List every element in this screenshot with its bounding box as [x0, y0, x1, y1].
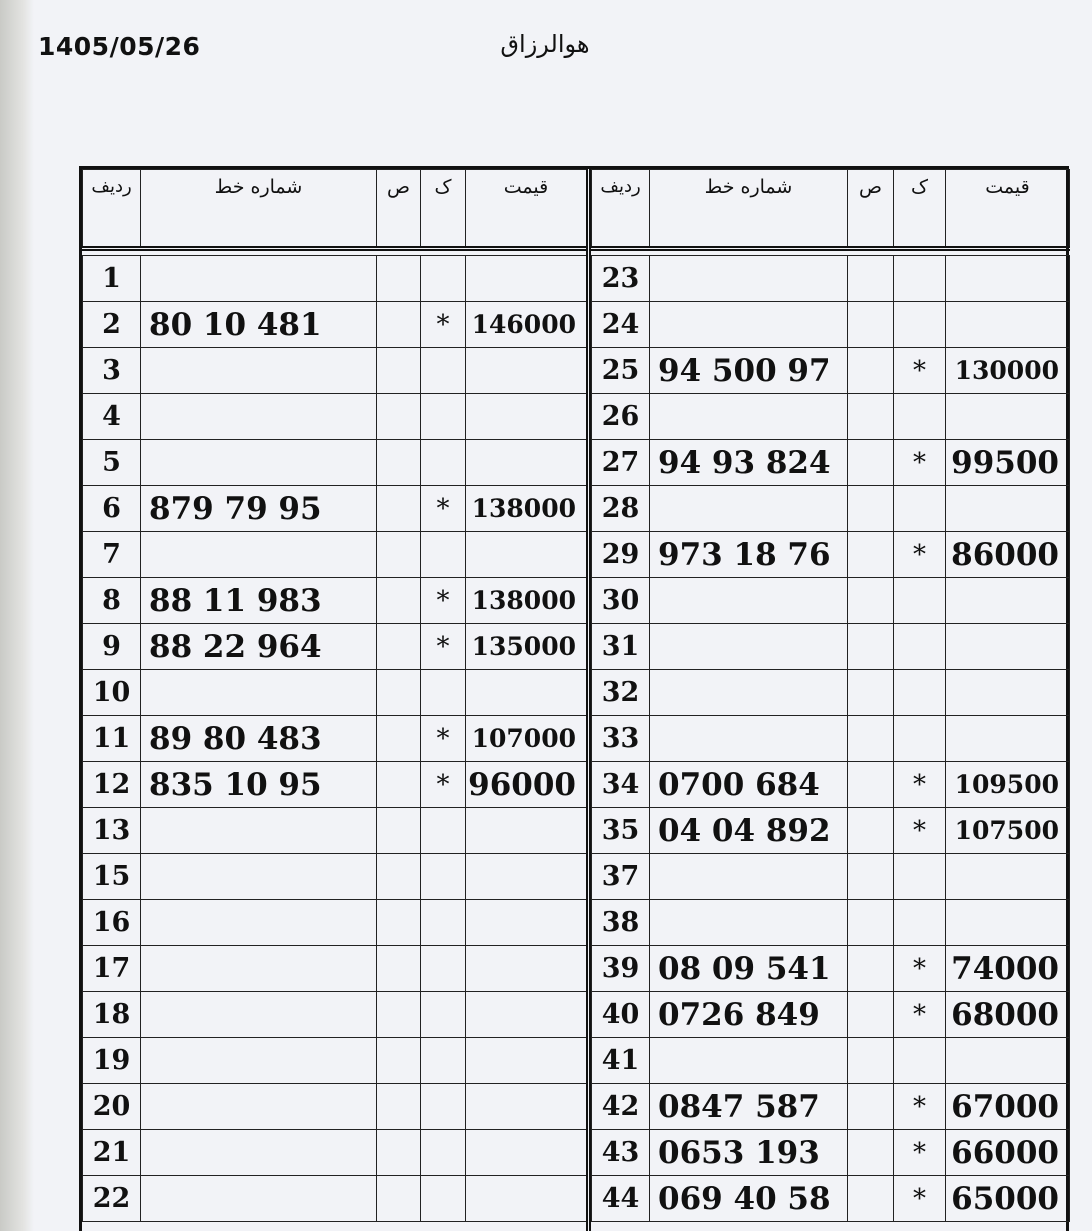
- line-number-cell: [650, 394, 848, 440]
- line-number-cell: 94 93 824: [650, 440, 848, 486]
- line-number-cell: 80 10 481: [141, 302, 377, 348]
- row-number-cell: 32: [592, 670, 650, 716]
- sad-cell: [848, 1038, 894, 1084]
- sad-cell: [848, 992, 894, 1038]
- price-cell: 107500: [946, 808, 1070, 854]
- table-row: [592, 394, 1070, 440]
- kaf-mark-cell: *: [894, 946, 946, 992]
- price-cell: 67000: [946, 1084, 1070, 1130]
- price-cell: 74000: [946, 946, 1070, 992]
- sad-cell: [377, 302, 421, 348]
- sad-cell: [377, 1038, 421, 1084]
- table-row: [592, 486, 1070, 532]
- line-number-cell: [141, 1084, 377, 1130]
- price-cell: [466, 256, 587, 302]
- table-row: [83, 900, 587, 946]
- line-number-cell: [650, 670, 848, 716]
- kaf-mark-cell: [894, 670, 946, 716]
- kaf-mark-cell: [421, 1038, 466, 1084]
- sad-cell: [377, 348, 421, 394]
- sad-cell: [377, 900, 421, 946]
- price-cell: [466, 946, 587, 992]
- left-header-kaf: ک: [421, 170, 466, 249]
- kaf-mark-cell: [894, 256, 946, 302]
- kaf-mark-cell: *: [421, 762, 466, 808]
- line-number-cell: 0653 193: [650, 1130, 848, 1176]
- row-number-cell: 10: [83, 670, 141, 716]
- line-number-cell: [650, 854, 848, 900]
- price-cell: 96000: [466, 762, 587, 808]
- kaf-mark-cell: [421, 854, 466, 900]
- right-header-row: [592, 170, 1070, 249]
- row-number-cell: 21: [83, 1130, 141, 1176]
- price-cell: 146000: [466, 302, 587, 348]
- sad-cell: [848, 808, 894, 854]
- row-number-cell: 41: [592, 1038, 650, 1084]
- kaf-mark-cell: *: [894, 348, 946, 394]
- row-number-cell: 29: [592, 532, 650, 578]
- table-row: [83, 440, 587, 486]
- kaf-mark-cell: *: [421, 624, 466, 670]
- row-number-cell: 43: [592, 1130, 650, 1176]
- price-cell: 138000: [466, 486, 587, 532]
- kaf-mark-cell: *: [421, 302, 466, 348]
- kaf-mark-cell: *: [894, 1130, 946, 1176]
- price-cell: [466, 808, 587, 854]
- price-cell: [946, 624, 1070, 670]
- table-row: [592, 348, 1070, 394]
- table-row: [83, 394, 587, 440]
- sad-cell: [848, 624, 894, 670]
- left-table-body: [83, 249, 587, 1222]
- table-row: [83, 578, 587, 624]
- price-cell: 86000: [946, 532, 1070, 578]
- sad-cell: [377, 716, 421, 762]
- line-number-cell: [650, 256, 848, 302]
- line-number-cell: [141, 1176, 377, 1222]
- table-row: [592, 854, 1070, 900]
- price-cell: [466, 992, 587, 1038]
- sad-cell: [377, 1084, 421, 1130]
- kaf-mark-cell: *: [421, 486, 466, 532]
- price-cell: [946, 256, 1070, 302]
- line-number-cell: 88 22 964: [141, 624, 377, 670]
- table-row: [83, 992, 587, 1038]
- row-number-cell: 30: [592, 578, 650, 624]
- kaf-mark-cell: [894, 394, 946, 440]
- line-number-cell: [650, 486, 848, 532]
- kaf-mark-cell: [421, 1084, 466, 1130]
- price-cell: [946, 578, 1070, 624]
- price-cell: 130000: [946, 348, 1070, 394]
- row-number-cell: 38: [592, 900, 650, 946]
- row-number-cell: 12: [83, 762, 141, 808]
- row-number-cell: 2: [83, 302, 141, 348]
- kaf-mark-cell: [421, 1176, 466, 1222]
- kaf-mark-cell: [421, 992, 466, 1038]
- right-header-row-number: ردیف: [592, 170, 650, 249]
- kaf-mark-cell: [421, 440, 466, 486]
- price-cell: [466, 1130, 587, 1176]
- sad-cell: [377, 762, 421, 808]
- row-number-cell: 11: [83, 716, 141, 762]
- price-cell: 135000: [466, 624, 587, 670]
- kaf-mark-cell: [421, 1130, 466, 1176]
- kaf-mark-cell: [421, 394, 466, 440]
- kaf-mark-cell: *: [894, 532, 946, 578]
- sad-cell: [848, 256, 894, 302]
- price-cell: [466, 348, 587, 394]
- sad-cell: [848, 854, 894, 900]
- line-number-cell: [141, 900, 377, 946]
- row-number-cell: 3: [83, 348, 141, 394]
- row-number-cell: 16: [83, 900, 141, 946]
- table-row: [83, 946, 587, 992]
- row-number-cell: 1: [83, 256, 141, 302]
- sad-cell: [377, 808, 421, 854]
- left-price-table: [82, 169, 587, 1222]
- right-header-line-number: شماره خط: [650, 170, 848, 249]
- kaf-mark-cell: *: [421, 716, 466, 762]
- table-row: [592, 302, 1070, 348]
- price-cell: [946, 302, 1070, 348]
- price-cell: [466, 440, 587, 486]
- line-number-cell: [650, 302, 848, 348]
- row-number-cell: 22: [83, 1176, 141, 1222]
- row-number-cell: 25: [592, 348, 650, 394]
- row-number-cell: 44: [592, 1176, 650, 1222]
- row-number-cell: 15: [83, 854, 141, 900]
- row-number-cell: 4: [83, 394, 141, 440]
- sad-cell: [377, 256, 421, 302]
- line-number-cell: [141, 1038, 377, 1084]
- row-number-cell: 28: [592, 486, 650, 532]
- line-number-cell: [141, 808, 377, 854]
- sad-cell: [848, 348, 894, 394]
- header-separator: [592, 249, 1070, 256]
- line-number-cell: 0726 849: [650, 992, 848, 1038]
- price-cell: 138000: [466, 578, 587, 624]
- line-number-cell: 0700 684: [650, 762, 848, 808]
- price-cell: [466, 1038, 587, 1084]
- line-number-cell: [141, 394, 377, 440]
- kaf-mark-cell: [421, 808, 466, 854]
- price-cell: 68000: [946, 992, 1070, 1038]
- kaf-mark-cell: [894, 578, 946, 624]
- sad-cell: [377, 440, 421, 486]
- line-number-cell: [141, 256, 377, 302]
- row-number-cell: 33: [592, 716, 650, 762]
- table-row: [83, 854, 587, 900]
- price-cell: [466, 1176, 587, 1222]
- price-cell: [466, 670, 587, 716]
- right-header-price: قیمت: [946, 170, 1070, 249]
- table-row: [592, 808, 1070, 854]
- row-number-cell: 6: [83, 486, 141, 532]
- line-number-cell: [141, 1130, 377, 1176]
- kaf-mark-cell: *: [894, 808, 946, 854]
- table-row: [83, 302, 587, 348]
- price-cell: [946, 854, 1070, 900]
- row-number-cell: 8: [83, 578, 141, 624]
- table-row: [592, 578, 1070, 624]
- sad-cell: [377, 486, 421, 532]
- kaf-mark-cell: [421, 670, 466, 716]
- paper-edge: [0, 0, 34, 1231]
- kaf-mark-cell: [421, 256, 466, 302]
- table-row: [592, 670, 1070, 716]
- price-cell: [466, 854, 587, 900]
- line-number-cell: [141, 532, 377, 578]
- table-row: [83, 1130, 587, 1176]
- sad-cell: [848, 762, 894, 808]
- line-number-cell: 94 500 97: [650, 348, 848, 394]
- price-cell: [466, 900, 587, 946]
- table-row: [83, 670, 587, 716]
- price-cell: [466, 1084, 587, 1130]
- sad-cell: [848, 440, 894, 486]
- row-number-cell: 7: [83, 532, 141, 578]
- price-cell: [946, 716, 1070, 762]
- price-cell: 65000: [946, 1176, 1070, 1222]
- row-number-cell: 20: [83, 1084, 141, 1130]
- left-header-line-number: شماره خط: [141, 170, 377, 249]
- row-number-cell: 39: [592, 946, 650, 992]
- table-row: [83, 486, 587, 532]
- line-number-cell: 0847 587: [650, 1084, 848, 1130]
- price-cell: 99500: [946, 440, 1070, 486]
- row-number-cell: 9: [83, 624, 141, 670]
- left-header-price: قیمت: [466, 170, 587, 249]
- table-row: [592, 440, 1070, 486]
- kaf-mark-cell: [894, 900, 946, 946]
- header-separator: [83, 249, 587, 256]
- kaf-mark-cell: *: [894, 1176, 946, 1222]
- right-table-block: [591, 169, 1069, 1231]
- row-number-cell: 42: [592, 1084, 650, 1130]
- table-row: [592, 900, 1070, 946]
- right-header-sad: ص: [848, 170, 894, 249]
- table-row: [83, 808, 587, 854]
- row-number-cell: 24: [592, 302, 650, 348]
- sad-cell: [848, 394, 894, 440]
- kaf-mark-cell: *: [894, 762, 946, 808]
- kaf-mark-cell: [894, 624, 946, 670]
- kaf-mark-cell: [421, 900, 466, 946]
- kaf-mark-cell: [894, 716, 946, 762]
- left-table-block: [82, 169, 586, 1231]
- sad-cell: [848, 900, 894, 946]
- sad-cell: [848, 486, 894, 532]
- sad-cell: [848, 302, 894, 348]
- row-number-cell: 5: [83, 440, 141, 486]
- kaf-mark-cell: [421, 946, 466, 992]
- row-number-cell: 27: [592, 440, 650, 486]
- table-row: [592, 992, 1070, 1038]
- line-number-cell: 973 18 76: [650, 532, 848, 578]
- table-row: [592, 946, 1070, 992]
- line-number-cell: [650, 1038, 848, 1084]
- sad-cell: [377, 532, 421, 578]
- table-row: [592, 1130, 1070, 1176]
- line-number-cell: [141, 440, 377, 486]
- right-table-body: [592, 249, 1070, 1222]
- line-number-cell: 88 11 983: [141, 578, 377, 624]
- table-row: [83, 256, 587, 302]
- kaf-mark-cell: [894, 302, 946, 348]
- table-row: [592, 624, 1070, 670]
- price-cell: [946, 900, 1070, 946]
- kaf-mark-cell: [421, 532, 466, 578]
- table-row: [83, 716, 587, 762]
- sad-cell: [848, 1130, 894, 1176]
- row-number-cell: 19: [83, 1038, 141, 1084]
- sad-cell: [848, 532, 894, 578]
- table-row: [83, 348, 587, 394]
- price-cell: [946, 394, 1070, 440]
- line-number-cell: [141, 670, 377, 716]
- line-number-cell: [650, 900, 848, 946]
- row-number-cell: 26: [592, 394, 650, 440]
- kaf-mark-cell: [894, 486, 946, 532]
- kaf-mark-cell: [894, 854, 946, 900]
- line-number-cell: 835 10 95: [141, 762, 377, 808]
- row-number-cell: 17: [83, 946, 141, 992]
- line-number-cell: [141, 992, 377, 1038]
- table-row: [592, 716, 1070, 762]
- left-header-sad: ص: [377, 170, 421, 249]
- table-row: [592, 256, 1070, 302]
- row-number-cell: 31: [592, 624, 650, 670]
- row-number-cell: 18: [83, 992, 141, 1038]
- sad-cell: [377, 578, 421, 624]
- right-price-table: [591, 169, 1070, 1222]
- row-number-cell: 34: [592, 762, 650, 808]
- sad-cell: [377, 854, 421, 900]
- table-row: [592, 1176, 1070, 1222]
- line-number-cell: 04 04 892: [650, 808, 848, 854]
- sad-cell: [848, 578, 894, 624]
- table-row: [83, 532, 587, 578]
- table-row: [83, 1176, 587, 1222]
- kaf-mark-cell: *: [894, 1084, 946, 1130]
- kaf-mark-cell: *: [894, 992, 946, 1038]
- line-number-cell: [141, 946, 377, 992]
- row-number-cell: 13: [83, 808, 141, 854]
- row-number-cell: 35: [592, 808, 650, 854]
- price-cell: 107000: [466, 716, 587, 762]
- price-cell: 66000: [946, 1130, 1070, 1176]
- right-header-kaf: ک: [894, 170, 946, 249]
- sad-cell: [377, 394, 421, 440]
- left-header-row: [83, 170, 587, 249]
- sad-cell: [377, 1130, 421, 1176]
- kaf-mark-cell: *: [894, 440, 946, 486]
- sad-cell: [848, 670, 894, 716]
- price-cell: [946, 670, 1070, 716]
- sad-cell: [848, 1176, 894, 1222]
- sad-cell: [848, 946, 894, 992]
- price-cell: 109500: [946, 762, 1070, 808]
- line-number-cell: [650, 624, 848, 670]
- line-number-cell: 879 79 95: [141, 486, 377, 532]
- sad-cell: [848, 1084, 894, 1130]
- line-number-cell: [141, 854, 377, 900]
- kaf-mark-cell: *: [421, 578, 466, 624]
- sad-cell: [848, 716, 894, 762]
- document-date: 1405/05/26: [38, 32, 201, 61]
- price-list-frame: [79, 166, 1069, 1231]
- price-cell: [466, 532, 587, 578]
- price-cell: [466, 394, 587, 440]
- line-number-cell: 069 40 58: [650, 1176, 848, 1222]
- kaf-mark-cell: [421, 348, 466, 394]
- document-heading: هوالرزاق: [500, 30, 590, 58]
- price-cell: [946, 486, 1070, 532]
- row-number-cell: 23: [592, 256, 650, 302]
- line-number-cell: [650, 578, 848, 624]
- left-header-row-number: ردیف: [83, 170, 141, 249]
- row-number-cell: 37: [592, 854, 650, 900]
- table-row: [83, 624, 587, 670]
- sad-cell: [377, 1176, 421, 1222]
- row-number-cell: 40: [592, 992, 650, 1038]
- sad-cell: [377, 670, 421, 716]
- table-row: [83, 1038, 587, 1084]
- line-number-cell: [650, 716, 848, 762]
- table-row: [592, 532, 1070, 578]
- line-number-cell: [141, 348, 377, 394]
- table-row: [592, 1084, 1070, 1130]
- table-row: [592, 1038, 1070, 1084]
- line-number-cell: 08 09 541: [650, 946, 848, 992]
- kaf-mark-cell: [894, 1038, 946, 1084]
- sad-cell: [377, 624, 421, 670]
- table-row: [83, 762, 587, 808]
- price-cell: [946, 1038, 1070, 1084]
- sad-cell: [377, 992, 421, 1038]
- sad-cell: [377, 946, 421, 992]
- table-row: [592, 762, 1070, 808]
- line-number-cell: 89 80 483: [141, 716, 377, 762]
- table-row: [83, 1084, 587, 1130]
